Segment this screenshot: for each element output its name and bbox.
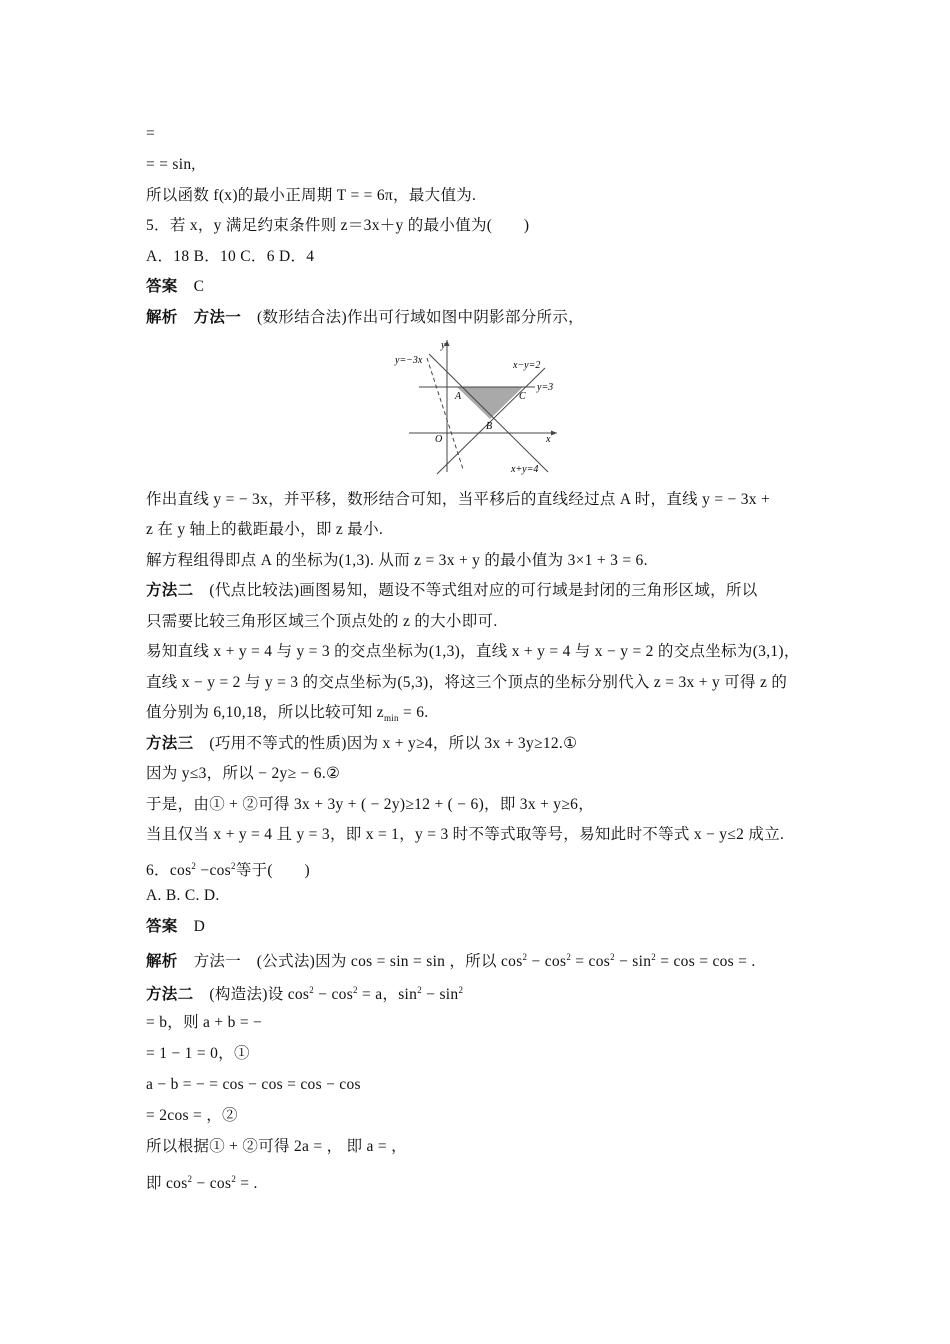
text-line-13 <box>146 642 800 662</box>
line-text: 解方程组得即点 A 的坐标为(1,3). 从而 z = 3x + y 的最小值为 3×1 + 3 = 6. <box>146 552 648 569</box>
point-a-label: A <box>455 391 462 402</box>
text-line-14 <box>146 673 787 693</box>
line-neg3x-label: y=−3x <box>395 355 423 366</box>
superscript-2: 2 <box>353 985 358 995</box>
answer-5 <box>146 277 204 297</box>
answer-value: C <box>193 278 205 295</box>
line-text: z 在 y 轴上的截距最小，即 z 最小. <box>146 521 384 538</box>
question-6 <box>146 856 310 881</box>
text-line-1 <box>146 124 155 144</box>
question-5-options <box>146 247 314 267</box>
method2-line-6 <box>146 980 463 1005</box>
line-text: 直线 x − y = 2 与 y = 3 的交点坐标为(5,3)，将这三个顶点的坐标分别代入 z = 3x + y 可得 z 的 <box>146 674 788 691</box>
line-text: = cos <box>571 953 611 971</box>
line-text: − sin <box>614 953 652 971</box>
text-line-2 <box>146 155 196 175</box>
line-x-minus-y-label: x−y=2 <box>513 360 541 371</box>
line-text: 所以函数 f(x)的最小正周期 T = = 6π，最大值为. <box>146 187 477 204</box>
line-text: 即 cos <box>146 1175 188 1193</box>
point-c-label: C <box>519 391 526 402</box>
method2-label: 方法二 <box>146 986 194 1004</box>
line-text: 值分别为 6,10,18，所以比较可知 z <box>146 704 384 721</box>
line-text: 方法一 (公式法)因为 cos = sin = sin ，所以 cos <box>193 953 523 971</box>
superscript-2: 2 <box>522 952 528 962</box>
line-text: (数形结合法)作出可行域如图中阴影部分所示， <box>257 309 584 326</box>
line-text: 因为 y≤3，所以 − 2y≥ − 6.② <box>146 765 341 782</box>
subscript-min: min <box>383 713 399 724</box>
line-text: = = sin, <box>146 156 196 173</box>
analysis-5 <box>146 308 584 328</box>
superscript-2: 2 <box>566 952 572 962</box>
line-text: − cos <box>527 953 567 971</box>
feasible-region-figure <box>385 334 575 476</box>
text-line-9 <box>146 520 383 540</box>
analysis-label: 解析 <box>146 309 178 326</box>
line-x-plus-y-label: x+y=4 <box>511 464 539 475</box>
answer-6 <box>146 917 205 937</box>
text-line-12 <box>146 612 498 632</box>
method3-label: 方法三 <box>146 735 194 752</box>
text-line-eq1 <box>146 1044 250 1064</box>
line-text: 于是，由① + ②可得 3x + 3y + ( − 2y)≥12 + ( − 6)，即 3x + y≥6， <box>146 796 595 813</box>
superscript-2: 2 <box>187 1174 193 1184</box>
line-text: − cos <box>192 1175 232 1193</box>
y-axis-label: y <box>441 340 446 351</box>
line-text: −cos <box>196 862 232 880</box>
superscript-2: 2 <box>231 1174 237 1184</box>
text-line-8 <box>146 490 770 510</box>
text-line-15 <box>146 703 428 728</box>
text-line-a-minus-b <box>146 1075 361 1095</box>
line-text: A．18 B．10 C．6 D．4 <box>146 248 315 265</box>
question-5 <box>146 216 529 236</box>
text-line-final <box>146 1169 258 1194</box>
method1-label: 方法一 <box>193 309 242 326</box>
line-text: = b，则 a + b = − <box>146 1014 263 1031</box>
line-text: 当且仅当 x + y = 4 且 y = 3，即 x = 1，y = 3 时不等式取等号，易知此时不等式 x − y≤2 成立. <box>146 826 785 843</box>
line-text: 只需要比较三角形区域三个顶点处的 z 的大小即可. <box>146 613 498 630</box>
method2-line <box>146 581 758 601</box>
superscript-2: 2 <box>191 861 197 871</box>
method3-line <box>146 734 577 754</box>
line-text: 所以根据① + ②可得 2a = ， 即 a = ， <box>146 1138 407 1155</box>
line-text: = 6. <box>398 704 429 721</box>
analysis-label: 解析 <box>146 953 178 971</box>
superscript-2: 2 <box>309 985 315 995</box>
line-text: = 2cos = ，② <box>146 1107 238 1124</box>
text-line-2a <box>146 1137 407 1157</box>
line-text: (构造法)设 cos <box>209 986 310 1004</box>
point-b-label: B <box>486 421 493 432</box>
text-line-20 <box>146 825 784 845</box>
line-y-equals-neg3x-dashed <box>427 358 463 469</box>
superscript-2: 2 <box>610 952 615 962</box>
superscript-2: 2 <box>231 861 236 871</box>
line-text: − cos <box>314 986 354 1004</box>
line-text: 5．若 x，y 满足约束条件则 z＝3x＋y 的最小值为( ) <box>146 217 530 234</box>
superscript-2: 2 <box>458 985 464 995</box>
line-text: A. B. C. D. <box>146 887 220 904</box>
line-text: (巧用不等式的性质)因为 x + y≥4，所以 3x + 3y≥12.① <box>209 735 578 752</box>
x-axis-label: x <box>546 434 551 445</box>
x-axis-arrow <box>551 431 557 436</box>
line-text: = a，sin <box>357 986 418 1004</box>
text-line-18 <box>146 764 340 784</box>
answer-label: 答案 <box>146 278 178 295</box>
text-line-eq2 <box>146 1106 238 1126</box>
method2-label: 方法二 <box>146 582 194 599</box>
line-text: − sin <box>422 986 459 1004</box>
superscript-2: 2 <box>651 952 657 962</box>
answer-label: 答案 <box>146 918 178 935</box>
question-6-options <box>146 886 220 906</box>
line-text: (代点比较法)画图易知，题设不等式组对应的可行域是封闭的三角形区域，所以 <box>209 582 758 599</box>
line-text: 易知直线 x + y = 4 与 y = 3 的交点坐标为(1,3)，直线 x + y = 4 与 x − y = 2 的交点坐标为(3,1)， <box>146 643 800 660</box>
line-text: a − b = − = cos − cos = cos − cos <box>146 1076 361 1093</box>
line-text: 6．cos <box>146 862 192 880</box>
line-text: = 1 − 1 = 0，① <box>146 1045 250 1062</box>
line-text: = <box>146 125 156 142</box>
text-line-10 <box>146 551 648 571</box>
text-line-3 <box>146 186 476 206</box>
line-text: 作出直线 y = − 3x，并平移，数形结合可知，当平移后的直线经过点 A 时，直线 y = − 3x + <box>146 491 771 508</box>
line-y3-label: y=3 <box>537 382 554 393</box>
analysis-6 <box>146 947 756 972</box>
line-text: = . <box>236 1175 258 1193</box>
line-text: 等于( ) <box>235 862 310 880</box>
origin-label: O <box>435 434 443 445</box>
text-line-19 <box>146 795 594 815</box>
line-text: = cos = cos = . <box>656 953 756 971</box>
answer-value: D <box>193 918 206 935</box>
superscript-2: 2 <box>417 985 423 995</box>
text-line-b <box>146 1013 262 1033</box>
